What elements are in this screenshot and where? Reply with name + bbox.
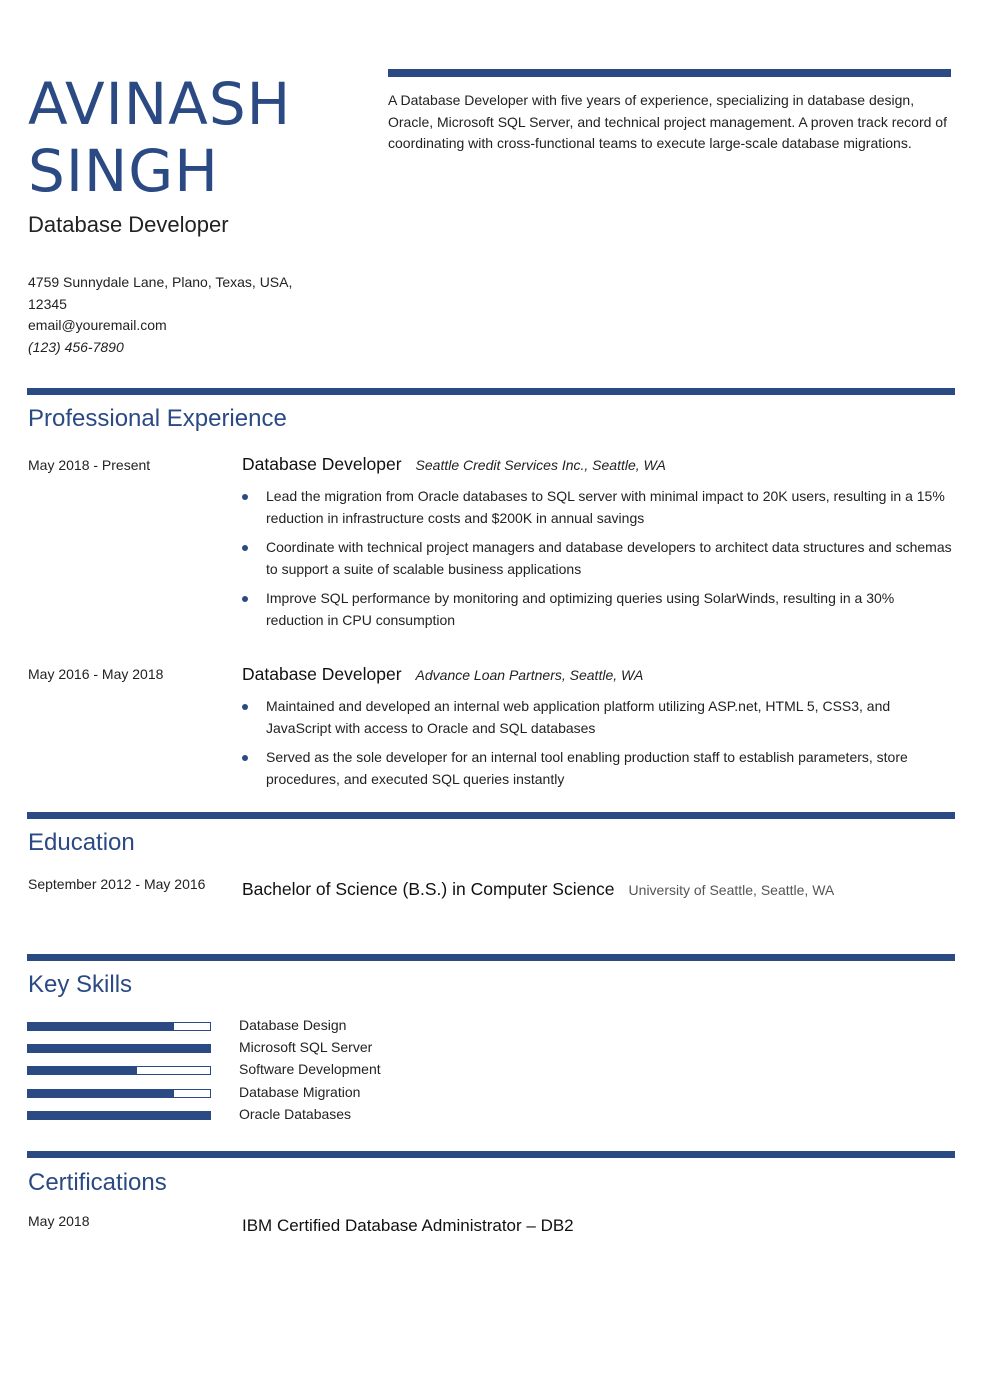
skill-level-bar <box>27 1111 211 1120</box>
bullet-icon <box>242 755 248 761</box>
email: email@youremail.com <box>28 317 167 333</box>
list-item: Served as the sole developer for an internal tool enabling production staff to establish parameters, store procedures, and executed SQL queries instantly <box>242 746 954 790</box>
bullet-icon <box>242 704 248 710</box>
skill-level-fill <box>28 1090 174 1097</box>
certification-dates: May 2018 <box>28 1213 90 1229</box>
first-name: AVINASH <box>28 70 292 138</box>
skill-level-bar <box>27 1044 211 1053</box>
education-dates: September 2012 - May 2016 <box>28 876 206 892</box>
school: University of Seattle, Seattle, WA <box>628 882 835 898</box>
job-company: Advance Loan Partners, Seattle, WA <box>415 667 644 683</box>
job-dates: May 2018 - Present <box>28 457 151 473</box>
skill-label: Software Development <box>239 1061 381 1077</box>
job-bullets <box>242 485 954 631</box>
list-item: Lead the migration from Oracle databases to SQL server with minimal impact to 20K users, resulting in a 15% reduction in infrastructure costs and $200K in annual savings <box>242 485 954 529</box>
skill-level-fill <box>28 1067 137 1074</box>
job-title-row <box>242 664 643 685</box>
certifications-divider <box>27 1151 955 1158</box>
skill-row <box>27 1060 427 1082</box>
address: 4759 Sunnydale Lane, Plano, Texas, USA, 12345 <box>28 274 293 312</box>
summary-divider <box>388 69 951 77</box>
experience-heading: Professional Experience <box>28 405 287 432</box>
job-bullets <box>242 695 954 790</box>
skill-row <box>27 1083 427 1105</box>
job-company: Seattle Credit Services Inc., Seattle, WA <box>415 457 666 473</box>
contact-block <box>28 272 318 358</box>
certification-title: IBM Certified Database Administrator – DB2 <box>242 1216 574 1235</box>
list-item: Coordinate with technical project managers and database developers to architect data structures and schemas to support a suite of scalable business applications <box>242 536 954 580</box>
list-item: Maintained and developed an internal web application platform utilizing ASP.net, HTML 5, CSS3, and JavaScript with access to Oracle and SQL databases <box>242 695 954 739</box>
skill-level-bar <box>27 1089 211 1098</box>
degree-row <box>242 879 834 900</box>
skill-level-bar <box>27 1022 211 1031</box>
skill-row <box>27 1016 427 1038</box>
skills-heading: Key Skills <box>28 971 133 998</box>
bullet-icon <box>242 545 248 551</box>
skill-level-fill <box>28 1045 210 1052</box>
skill-label: Database Design <box>239 1017 347 1033</box>
certifications-heading: Certifications <box>28 1169 167 1196</box>
bullet-icon <box>242 494 248 500</box>
skill-label: Microsoft SQL Server <box>239 1039 373 1055</box>
degree: Bachelor of Science (B.S.) in Computer Science <box>242 879 615 899</box>
job-title: Database Developer <box>242 454 402 474</box>
summary: A Database Developer with five years of experience, specializing in database design, Oracle, Microsoft SQL Server, and technical project management. A proven track record of coordinating with cross-functional teams to execute large-scale database migrations. <box>388 92 947 151</box>
skill-label: Database Migration <box>239 1084 361 1100</box>
job-dates: May 2016 - May 2018 <box>28 666 164 682</box>
list-item: Improve SQL performance by monitoring and optimizing queries using SolarWinds, resulting in a 30% reduction in CPU consumption <box>242 587 954 631</box>
skill-row <box>27 1105 427 1127</box>
bullet-icon <box>242 596 248 602</box>
skill-level-fill <box>28 1023 174 1030</box>
education-heading: Education <box>28 829 135 856</box>
job-title: Database Developer <box>242 664 402 684</box>
skills-divider <box>27 954 955 961</box>
skill-row <box>27 1038 427 1060</box>
experience-divider <box>27 388 955 395</box>
skill-level-fill <box>28 1112 210 1119</box>
last-name: SINGH <box>28 137 219 205</box>
job-role: Database Developer <box>28 212 229 237</box>
skill-label: Oracle Databases <box>239 1106 352 1122</box>
education-divider <box>27 812 955 819</box>
phone: (123) 456-7890 <box>28 338 124 355</box>
job-title-row <box>242 454 666 475</box>
skill-level-bar <box>27 1066 211 1075</box>
